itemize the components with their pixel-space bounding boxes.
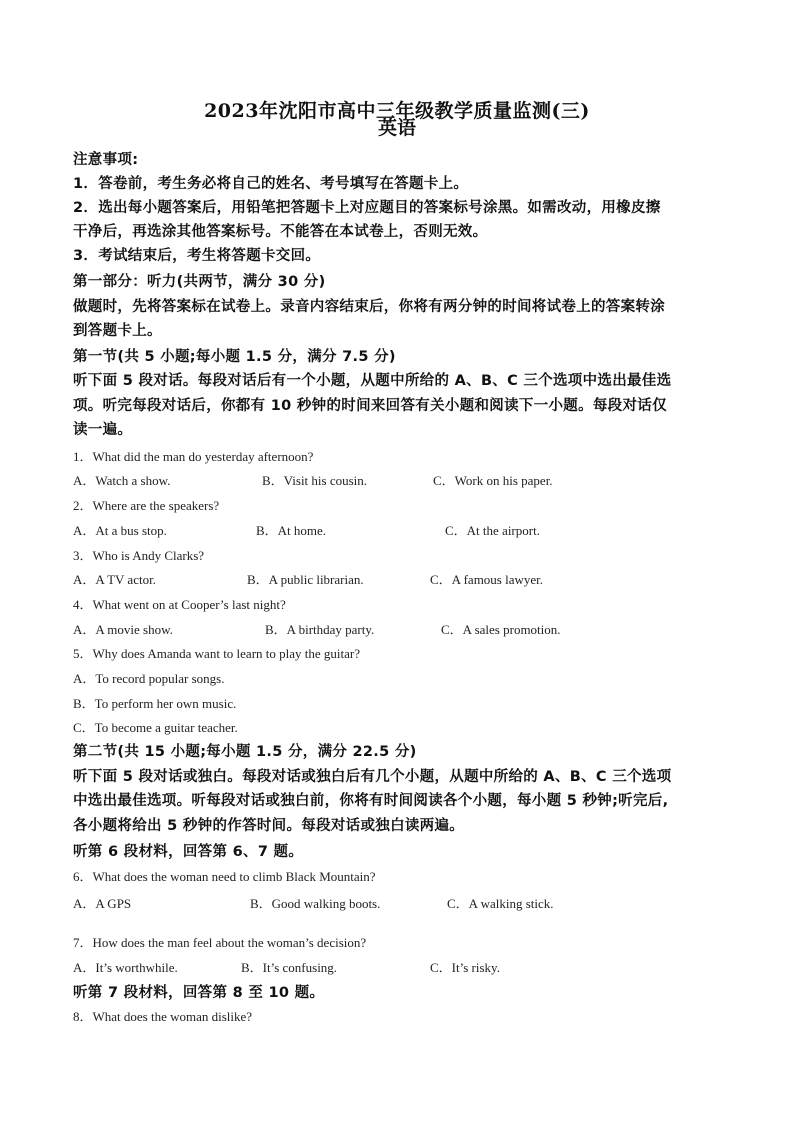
q4-option-a: A．A movie show.: [73, 622, 173, 637]
section2-heading: 第二节(共 15 小题;每小题 1.5 分，满分 22.5 分): [73, 744, 417, 760]
q2-option-a: A．At a bus stop.: [73, 523, 167, 538]
q2-option-b: B．At home.: [256, 523, 327, 538]
section1-intro: 听下面 5 段对话。每段对话后有一个小题，从题中所给的 A、B、C 三个选项中选出最佳选: [73, 373, 672, 389]
subject-title: 英语: [377, 117, 416, 139]
q7-option-a: A．It’s worthwhile.: [73, 960, 178, 975]
material-7-heading: 听第 7 段材料，回答第 8 至 10 题。: [73, 985, 325, 1001]
section2-intro: 中选出最佳选项。听每段对话或独白前，你将有时间阅读各个小题，每小题 5 秒钟;听完后,: [73, 793, 669, 809]
q4-option-b: B．A birthday party.: [265, 622, 375, 637]
q5-option-a: A．To record popular songs.: [73, 671, 225, 686]
section1-intro: 读一遍。: [73, 422, 133, 438]
notice-item: 2．选出每小题答案后，用铅笔把答题卡上对应题目的答案标号涂黑。如需改动，用橡皮擦: [73, 200, 661, 216]
page-title: 2023年沈阳市高中三年级教学质量监测(三): [204, 100, 590, 122]
q6-option-c: C．A walking stick.: [447, 896, 554, 911]
question-3: 3．Who is Andy Clarks?: [73, 548, 205, 563]
q3-option-b: B．A public librarian.: [247, 572, 364, 587]
q1-option-a: A．Watch a show.: [73, 473, 171, 488]
q6-option-a: A．A GPS: [73, 896, 132, 911]
question-1: 1．What did the man do yesterday afternoon?: [73, 449, 314, 464]
section2-intro: 各小题将给出 5 秒钟的作答时间。每段对话或独白读两遍。: [73, 818, 465, 834]
q3-option-c: C．A famous lawyer.: [430, 572, 544, 587]
question-6: 6．What does the woman need to climb Black Mountain?: [73, 869, 376, 884]
notice-heading: 注意事项:: [73, 152, 139, 168]
q7-option-b: B．It’s confusing.: [241, 960, 338, 975]
question-8: 8．What does the woman dislike?: [73, 1009, 253, 1024]
question-5: 5．Why does Amanda want to learn to play the guitar?: [73, 646, 361, 661]
part1-intro: 做题时，先将答案标在试卷上。录音内容结束后，你将有两分钟的时间将试卷上的答案转涂: [73, 299, 665, 315]
q6-option-b: B．Good walking boots.: [250, 896, 381, 911]
part1-heading: 第一部分：听力(共两节，满分 30 分): [73, 274, 326, 290]
question-2: 2．Where are the speakers?: [73, 498, 220, 513]
q5-option-c: C．To become a guitar teacher.: [73, 720, 238, 735]
notice-item: 3．考试结束后，考生将答题卡交回。: [73, 248, 321, 264]
q7-option-c: C．It’s risky.: [430, 960, 500, 975]
question-4: 4．What went on at Cooper’s last night?: [73, 597, 286, 612]
section1-intro: 项。听完每段对话后，你都有 10 秒钟的时间来回答有关小题和阅读下一小题。每段对话仅: [73, 398, 667, 414]
section1-heading: 第一节(共 5 小题;每小题 1.5 分，满分 7.5 分): [73, 349, 396, 365]
q4-option-c: C．A sales promotion.: [441, 622, 561, 637]
question-7: 7．How does the man feel about the woman’s decision?: [73, 935, 367, 950]
notice-item: 干净后，再选涂其他答案标号。不能答在本试卷上，否则无效。: [73, 224, 488, 240]
material-6-heading: 听第 6 段材料，回答第 6、7 题。: [73, 844, 304, 860]
notice-item: 1．答卷前，考生务必将自己的姓名、考号填写在答题卡上。: [73, 176, 469, 192]
q1-option-b: B．Visit his cousin.: [262, 473, 368, 488]
q5-option-b: B．To perform her own music.: [73, 696, 237, 711]
q2-option-c: C．At the airport.: [445, 523, 540, 538]
q1-option-c: C．Work on his paper.: [433, 473, 553, 488]
section2-intro: 听下面 5 段对话或独白。每段对话或独白后有几个小题，从题中所给的 A、B、C 三个选项: [73, 769, 672, 785]
part1-intro: 到答题卡上。: [73, 323, 162, 339]
q3-option-a: A．A TV actor.: [73, 572, 156, 587]
